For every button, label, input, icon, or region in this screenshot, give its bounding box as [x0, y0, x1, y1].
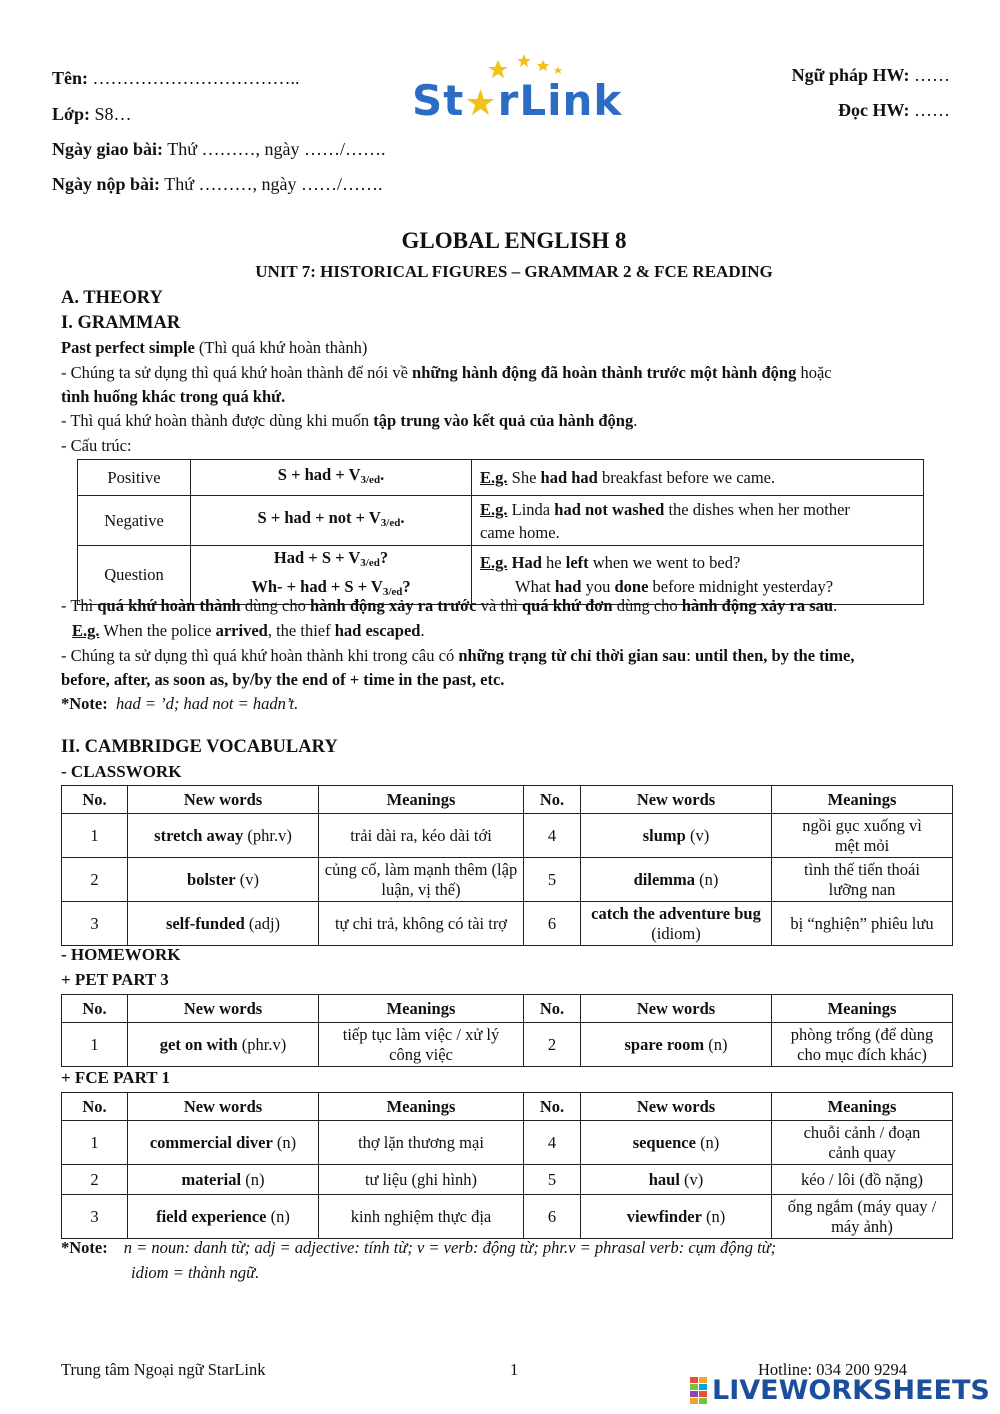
word-cell: haul (v) — [581, 1165, 772, 1195]
theory-line-4: - Cấu trúc: — [61, 436, 132, 455]
col-header: No. — [62, 995, 128, 1023]
col-header: New words — [128, 786, 319, 814]
page-number: 1 — [510, 1360, 519, 1379]
word-cell: spare room (n) — [581, 1023, 772, 1067]
table-row — [62, 814, 953, 858]
negative-label: Negative — [78, 496, 191, 546]
col-header: Meanings — [772, 786, 953, 814]
theory-line-8: before, after, as soon as, by/by the end of + time in the past, etc. — [61, 670, 505, 689]
col-header: New words — [581, 786, 772, 814]
col-header: No. — [62, 786, 128, 814]
word-cell: stretch away (phr.v) — [128, 814, 319, 858]
liveworksheets-watermark: LIVEWORKSHEETS — [690, 1375, 990, 1409]
logo-star-icon: ★ — [464, 83, 498, 124]
table-row — [78, 496, 924, 546]
meaning-cell: phòng trống (để dùng cho mục đích khác) — [772, 1023, 953, 1067]
col-header: No. — [524, 1093, 581, 1121]
row-number: 4 — [524, 814, 581, 858]
pet-table — [61, 994, 953, 1067]
assign-date-field[interactable]: Ngày giao bài: Thứ ………, ngày ……/……. — [52, 139, 386, 159]
meaning-cell: bị “nghiện” phiêu lưu — [772, 902, 953, 946]
meaning-cell: ống ngắm (máy quay / máy ảnh) — [772, 1195, 953, 1239]
meaning-cell: tư liệu (ghi hình) — [319, 1165, 524, 1195]
row-number: 5 — [524, 858, 581, 902]
meaning-cell: thợ lặn thương mại — [319, 1121, 524, 1165]
negative-example: E.g. Linda had not washed the dishes when her mother came home. — [472, 496, 924, 546]
meaning-cell: tình thế tiến thoái lưỡng nan — [772, 858, 953, 902]
theory-line-7: - Chúng ta sử dụng thì quá khứ hoàn thành khi trong câu có những trạng từ chỉ thời gian sau: until then, by the time, — [61, 646, 855, 665]
structure-table — [77, 459, 924, 605]
row-number: 1 — [62, 1121, 128, 1165]
col-header: Meanings — [319, 1093, 524, 1121]
word-cell: bolster (v) — [128, 858, 319, 902]
word-cell: dilemma (n) — [581, 858, 772, 902]
reading-hw-field[interactable]: Đọc HW: …… — [838, 100, 950, 120]
col-header: Meanings — [319, 786, 524, 814]
footer-center-name: Trung tâm Ngoại ngữ StarLink — [61, 1360, 266, 1379]
table-header-row — [62, 1093, 953, 1121]
table-row — [78, 460, 924, 496]
starlink-logo: St★rLink — [410, 52, 640, 132]
table-row — [62, 1165, 953, 1195]
col-header: New words — [581, 1093, 772, 1121]
grammar-hw-field[interactable]: Ngữ pháp HW: …… — [791, 65, 950, 85]
positive-label: Positive — [78, 460, 191, 496]
theory-line-2: tình huống khác trong quá khứ. — [61, 387, 286, 406]
name-field[interactable]: Tên: …………………………….. — [52, 68, 300, 88]
meaning-cell: chuỗi cảnh / đoạn cảnh quay — [772, 1121, 953, 1165]
table-row — [62, 902, 953, 946]
col-header: New words — [581, 995, 772, 1023]
word-cell: material (n) — [128, 1165, 319, 1195]
word-cell: get on with (phr.v) — [128, 1023, 319, 1067]
row-number: 3 — [62, 1195, 128, 1239]
theory-line-5: - Thì quá khứ hoàn thành dùng cho hành động xảy ra trước và thì quá khứ đơn dùng cho hành động xảy ra sau. — [61, 596, 838, 615]
col-header: New words — [128, 1093, 319, 1121]
positive-example: E.g. She had had breakfast before we came. — [472, 460, 924, 496]
fce-table — [61, 1092, 953, 1239]
submit-date-field[interactable]: Ngày nộp bài: Thứ ………, ngày ……/……. — [52, 174, 383, 194]
col-header: Meanings — [319, 995, 524, 1023]
meaning-cell: trải dài ra, kéo dài tới — [319, 814, 524, 858]
row-number: 2 — [524, 1023, 581, 1067]
word-cell: slump (v) — [581, 814, 772, 858]
row-number: 5 — [524, 1165, 581, 1195]
positive-formula: S + had + $V_{3/ed}$. — [191, 460, 472, 496]
fce-label: + FCE PART 1 — [61, 1068, 171, 1087]
pps-title: Past perfect simple (Thì quá khứ hoàn thành) — [61, 338, 368, 357]
col-header: Meanings — [772, 995, 953, 1023]
row-number: 6 — [524, 902, 581, 946]
table-row — [62, 1195, 953, 1239]
page-subtitle: UNIT 7: HISTORICAL FIGURES – GRAMMAR 2 & FCE READING — [255, 262, 773, 281]
row-number: 1 — [62, 1023, 128, 1067]
table-header-row — [62, 995, 953, 1023]
theory-line-1: - Chúng ta sử dụng thì quá khứ hoàn thành để nói về những hành động đã hoàn thành trước một hành động hoặc — [61, 363, 832, 382]
question-formula: Had + $S + V_{3/ed}$? Wh- + had + $S + V_{3/ed}$? — [191, 546, 472, 605]
vocab-note-line2: idiom = thành ngữ. — [131, 1263, 260, 1282]
negative-formula: S + had + not + $V_{3/ed}$. — [191, 496, 472, 546]
word-cell: catch the adventure bug (idiom) — [581, 902, 772, 946]
word-cell: self-funded (adj) — [128, 902, 319, 946]
table-row — [62, 1023, 953, 1067]
word-cell: field experience (n) — [128, 1195, 319, 1239]
row-number: 2 — [62, 858, 128, 902]
vocab-heading: II. CAMBRIDGE VOCABULARY — [61, 737, 338, 757]
row-number: 2 — [62, 1165, 128, 1195]
table-row — [62, 858, 953, 902]
row-number: 3 — [62, 902, 128, 946]
row-number: 6 — [524, 1195, 581, 1239]
word-cell: commercial diver (n) — [128, 1121, 319, 1165]
meaning-cell: ngồi gục xuống vì mệt mỏi — [772, 814, 953, 858]
theory-line-6: E.g. When the police arrived, the thief had escaped. — [72, 621, 425, 640]
pet-label: + PET PART 3 — [61, 970, 169, 989]
question-example: E.g. Had he left when we went to bed? What had you done before midnight yesterday? — [472, 546, 924, 605]
page-title: GLOBAL ENGLISH 8 — [401, 228, 627, 253]
col-header: No. — [524, 995, 581, 1023]
class-field[interactable]: Lớp: S8… — [52, 104, 132, 124]
grammar-heading: I. GRAMMAR — [61, 313, 181, 333]
col-header: No. — [62, 1093, 128, 1121]
col-header: No. — [524, 786, 581, 814]
col-header: Meanings — [772, 1093, 953, 1121]
question-label: Question — [78, 546, 191, 605]
theory-line-3: - Thì quá khứ hoàn thành được dùng khi muốn tập trung vào kết quả của hành động. — [61, 411, 638, 430]
table-header-row — [62, 786, 953, 814]
hotline: Hotline: 034 200 9294 — [758, 1360, 907, 1379]
col-header: New words — [128, 995, 319, 1023]
meaning-cell: củng cố, làm mạnh thêm (lập luận, vị thế) — [319, 858, 524, 902]
meaning-cell: kinh nghiệm thực địa — [319, 1195, 524, 1239]
liveworksheets-logo-icon — [690, 1377, 708, 1405]
word-cell: sequence (n) — [581, 1121, 772, 1165]
classwork-table — [61, 785, 953, 946]
meaning-cell: tự chi trả, không có tài trợ — [319, 902, 524, 946]
section-a-heading: A. THEORY — [61, 288, 163, 308]
theory-note: *Note: had = ’d; had not = hadn’t. — [61, 694, 299, 713]
row-number: 4 — [524, 1121, 581, 1165]
classwork-label: - CLASSWORK — [61, 762, 182, 781]
homework-label: - HOMEWORK — [61, 945, 181, 964]
vocab-note: *Note: n = noun: danh từ; adj = adjective: tính từ; v = verb: động từ; phr.v = phrasal verb: cụm động từ; — [61, 1238, 777, 1257]
table-row — [62, 1121, 953, 1165]
word-cell: viewfinder (n) — [581, 1195, 772, 1239]
meaning-cell: tiếp tục làm việc / xử lý công việc — [319, 1023, 524, 1067]
row-number: 1 — [62, 814, 128, 858]
meaning-cell: kéo / lôi (đồ nặng) — [772, 1165, 953, 1195]
